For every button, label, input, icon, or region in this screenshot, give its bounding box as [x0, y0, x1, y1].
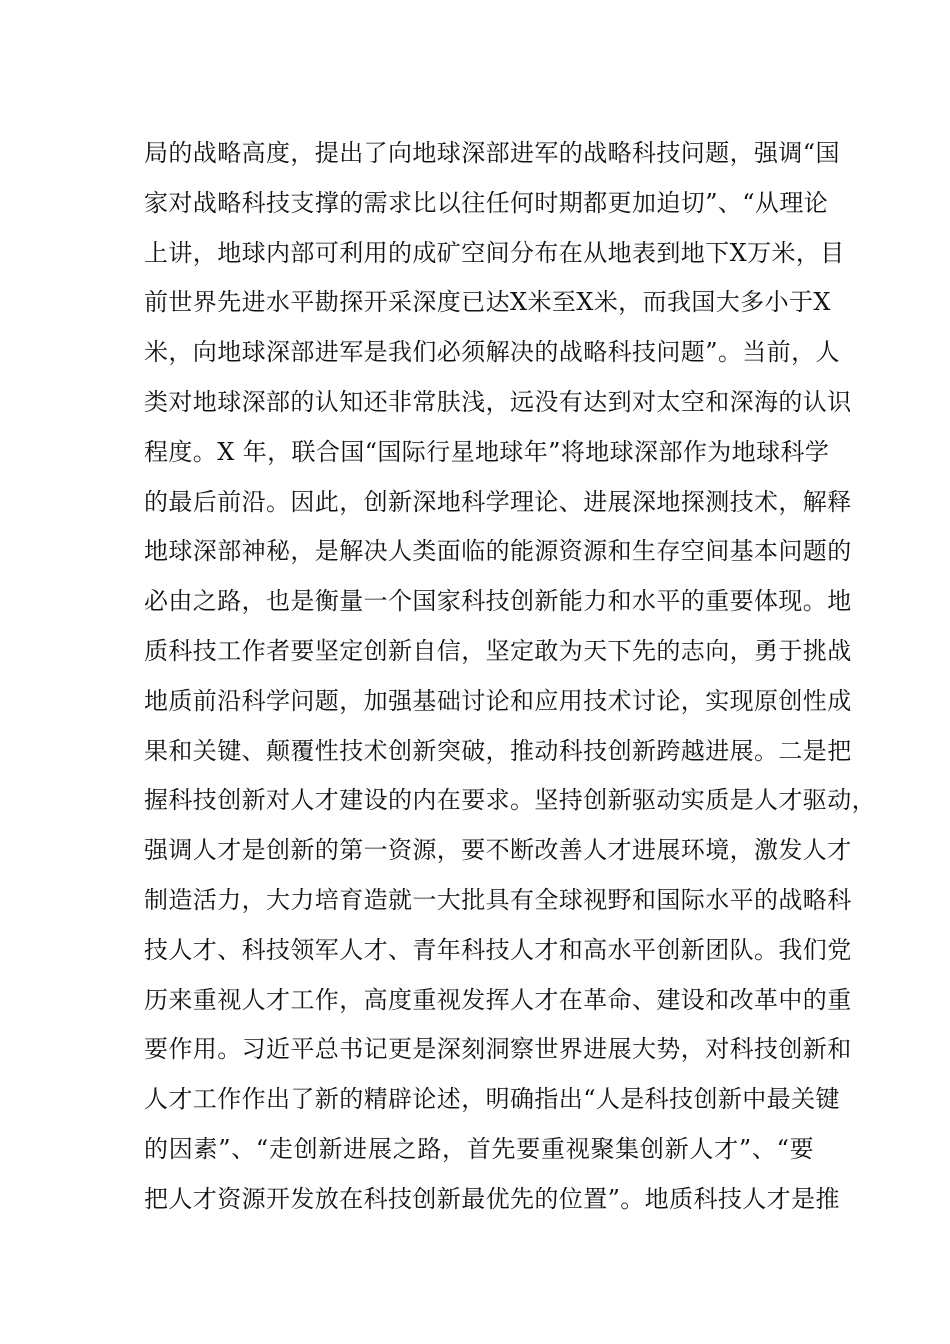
text-line: 果和关键、颠覆性技术创新突破，推动科技创新跨越进展。二是把 [144, 736, 852, 765]
text-line: 技人才、科技领军人才、青年科技人才和高水平创新团队。我们党 [144, 935, 852, 964]
text-line: 要作用。习近平总书记更是深刻洞察世界进展大势，对科技创新和 [144, 1035, 852, 1064]
text-line: 必由之路，也是衡量一个国家科技创新能力和水平的重要体现。地 [144, 587, 852, 616]
text-line: 类对地球深部的认知还非常肤浅，远没有达到对太空和深海的认识 [144, 387, 852, 416]
text-line: 质科技工作者要坚定创新自信，坚定敢为天下先的志向，勇于挑战 [144, 636, 852, 665]
text-line: 历来重视人才工作，高度重视发挥人才在革命、建设和改革中的重 [144, 985, 852, 1014]
text-line: 前世界先进水平勘探开采深度已达X米至X米，而我国大多小于X [144, 288, 831, 317]
text-line: 人才工作作出了新的精辟论述，明确指出“人是科技创新中最关键 [144, 1085, 840, 1114]
text-line: 地球深部神秘，是解决人类面临的能源资源和生存空间基本问题的 [144, 537, 852, 566]
text-line: 强调人才是创新的第一资源，要不断改善人才进展环境，激发人才 [144, 836, 852, 865]
text-line: 程度。X 年，联合国“国际行星地球年”将地球深部作为地球科学 [144, 437, 830, 466]
text-line: 米，向地球深部进军是我们必须解决的战略科技问题”。当前，人 [144, 338, 840, 367]
text-line: 局的战略高度，提出了向地球深部进军的战略科技问题，强调“国 [144, 139, 840, 167]
text-line: 上讲，地球内部可利用的成矿空间分布在从地表到地下X万米，目 [144, 238, 845, 267]
text-line: 把人才资源开发放在科技创新最优先的位置”。地质科技人才是推 [144, 1184, 840, 1213]
text-line: 家对战略科技支撑的需求比以往任何时期都更加迫切”、“从理论 [144, 188, 829, 217]
text-line: 制造活力，大力培育造就一大批具有全球视野和国际水平的战略科 [144, 885, 852, 914]
body-text [144, 129, 876, 1225]
text-line: 地质前沿科学问题，加强基础讨论和应用技术讨论，实现原创性成 [144, 686, 852, 715]
text-line: 握科技创新对人才建设的内在要求。坚持创新驱动实质是人才驱动， [144, 786, 876, 815]
text-line: 的最后前沿。因此，创新深地科学理论、进展深地探测技术，解释 [144, 487, 852, 516]
text-line: 的因素”、“走创新进展之路，首先要重视聚集创新人才”、“要 [144, 1134, 814, 1163]
